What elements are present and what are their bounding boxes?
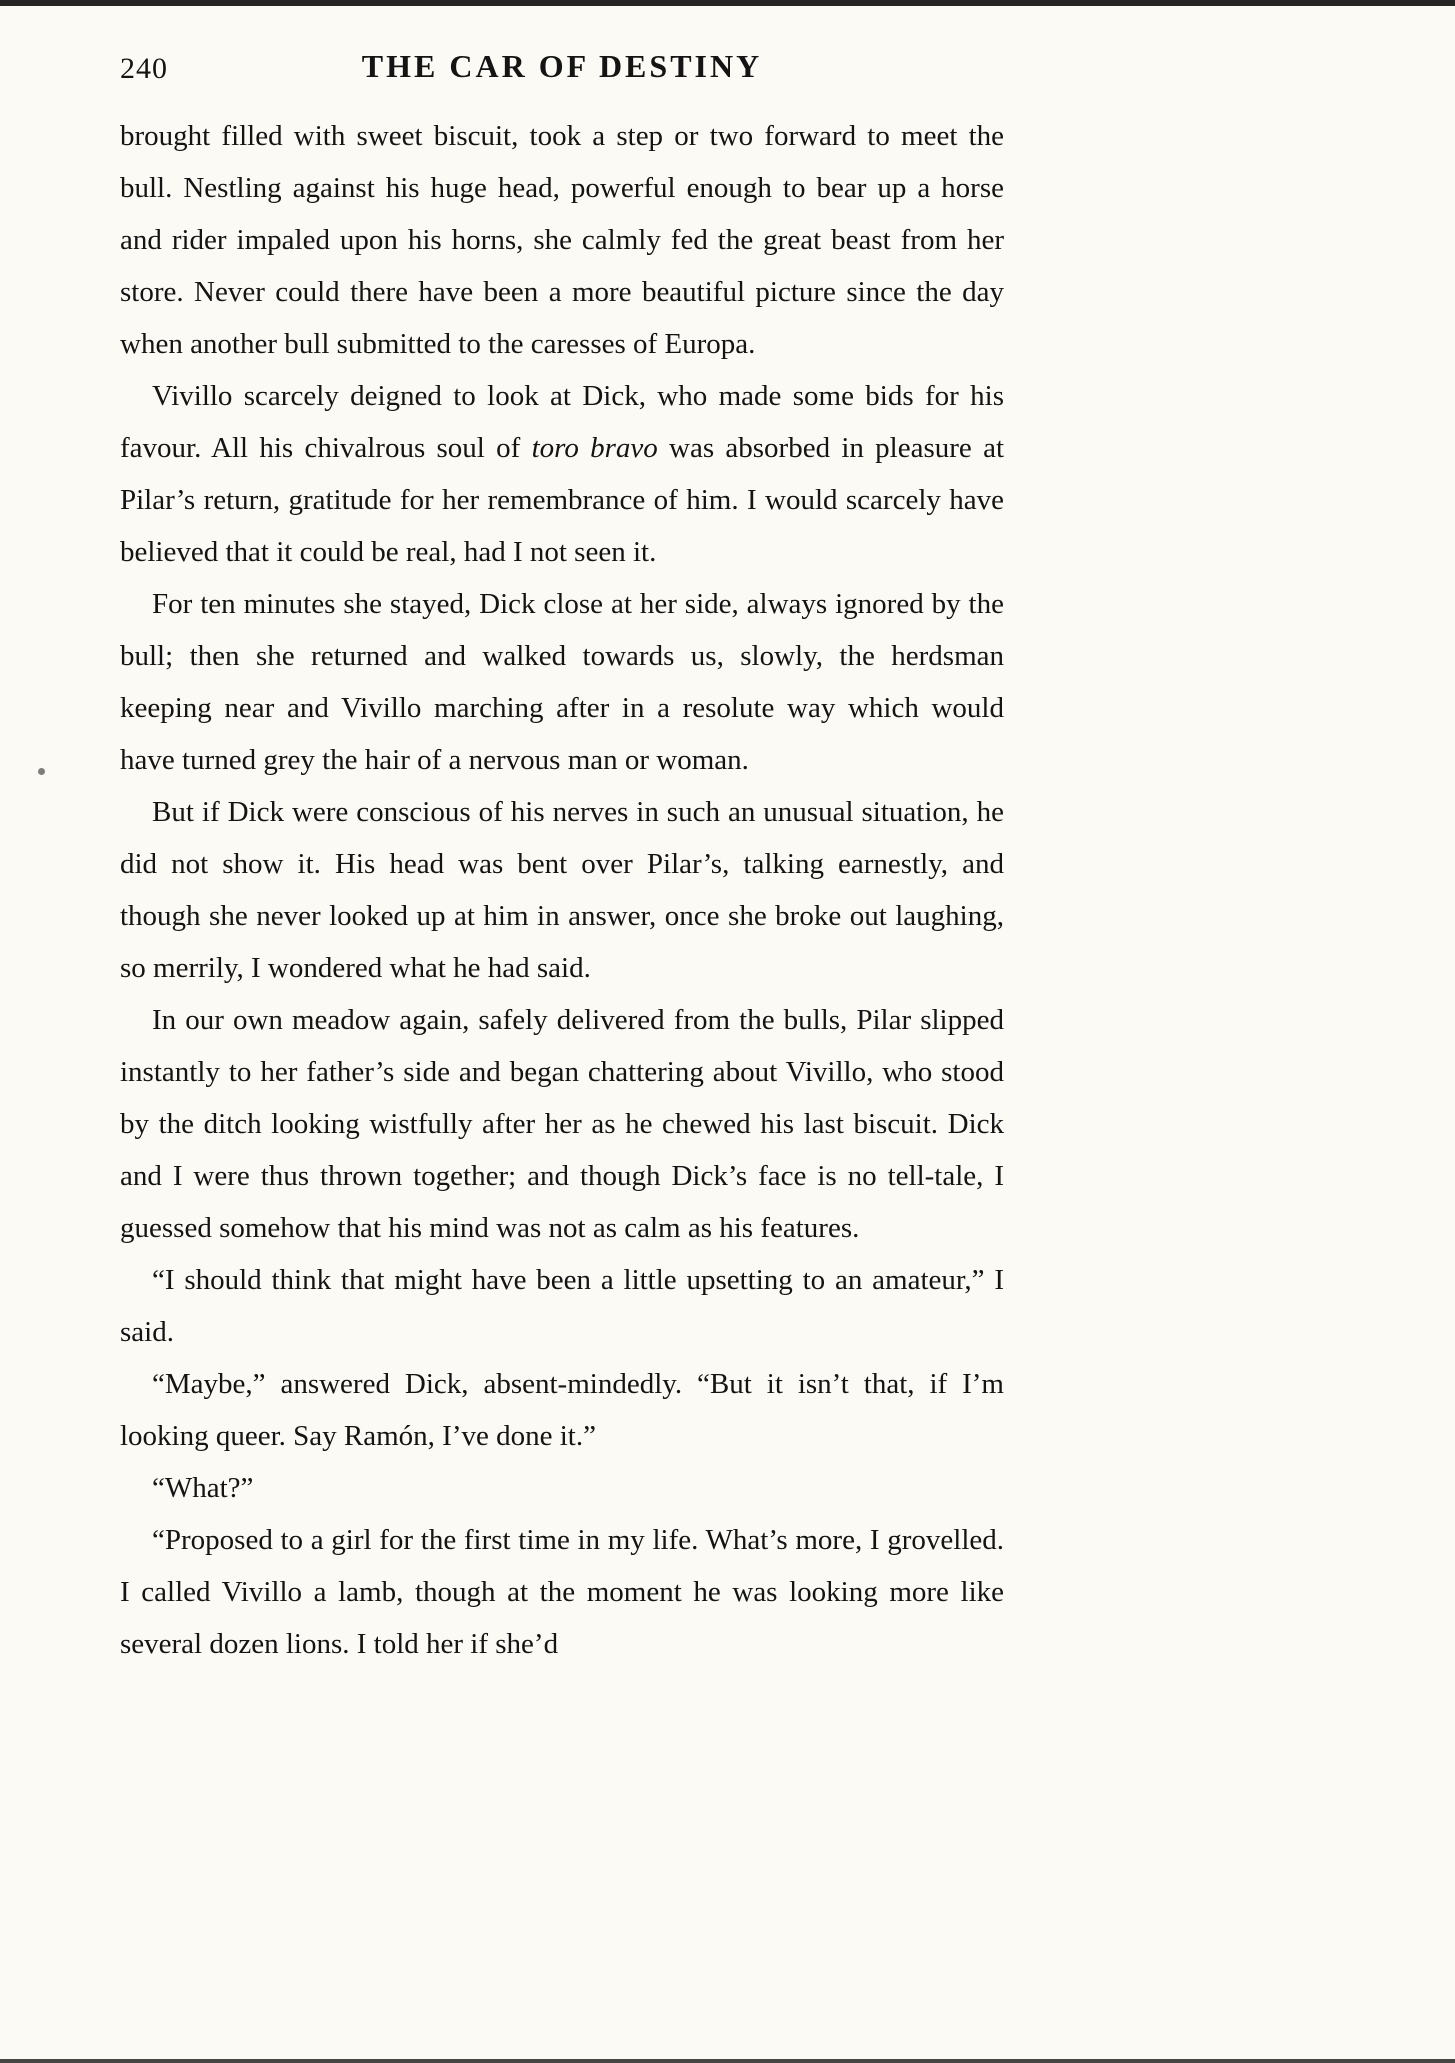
text-run: “Maybe,” answered Dick, absent-mindedly. “But it isn’t that, if I’m looking queer. Say Ramón, I’ve done it.” bbox=[120, 1368, 1004, 1452]
scan-edge-top bbox=[0, 0, 1455, 6]
text-run: But if Dick were conscious of his nerves in such an unusual situation, he did not show it. His head was bent over Pilar’s, talking earnestly, and though she never looked up at him in answer, once she broke out laughing, so merrily, I wondered what he had said. bbox=[120, 796, 1004, 984]
paragraph bbox=[120, 370, 1004, 578]
paragraph bbox=[120, 1514, 1004, 1670]
paragraph bbox=[120, 1462, 1004, 1514]
page-body bbox=[120, 110, 1004, 1670]
text-run: brought filled with sweet biscuit, took a step or two forward to meet the bull. Nestling against his huge head, powerful enough to bear up a horse and rider impaled upon his horns, she calmly fed the great beast from her store. Never could there have been a more beautiful picture since the day when another bull submitted to the caresses of Europa. bbox=[120, 120, 1004, 360]
paragraph bbox=[120, 1254, 1004, 1358]
scan-edge-bottom bbox=[0, 2059, 1455, 2063]
paragraph bbox=[120, 110, 1004, 370]
paragraph bbox=[120, 1358, 1004, 1462]
text-run: was absorbed in pleasure at Pilar’s return, gratitude for her remembrance of him. I would scarcely have believed that it could be real, had I not seen it. bbox=[120, 432, 1004, 568]
paragraph bbox=[120, 994, 1004, 1254]
paragraph bbox=[120, 578, 1004, 786]
text-run: “I should think that might have been a little upsetting to an amateur,” I said. bbox=[120, 1264, 1004, 1348]
page-content bbox=[120, 44, 1004, 1670]
text-run: Vivillo scarcely deigned to look at Dick, who made some bids for his favour. All his chivalrous soul of bbox=[120, 380, 1004, 464]
running-title: THE CAR OF DESTINY bbox=[361, 48, 763, 84]
text-run: “Proposed to a girl for the first time in my life. What’s more, I grovelled. I called Vivillo a lamb, though at the moment he was looking more like several dozen lions. I told her if she’d bbox=[120, 1524, 1004, 1660]
text-run: “What?” bbox=[152, 1472, 254, 1504]
text-run: In our own meadow again, safely delivered from the bulls, Pilar slipped instantly to her father’s side and began chattering about Vivillo, who stood by the ditch looking wistfully after her as he chewed his last biscuit. Dick and I were thus thrown together; and though Dick’s face is no tell-tale, I guessed somehow that his mind was not as calm as his features. bbox=[120, 1004, 1004, 1244]
page-number: 240 bbox=[120, 52, 168, 85]
scan-speck bbox=[38, 768, 45, 775]
italic-text-run: toro bravo bbox=[531, 432, 658, 464]
text-run: For ten minutes she stayed, Dick close at her side, always ignored by the bull; then she returned and walked towards us, slowly, the herdsman keeping near and Vivillo marching after in a resolute way which would have turned grey the hair of a nervous man or woman. bbox=[120, 588, 1004, 776]
page-header bbox=[120, 44, 1004, 100]
paragraph bbox=[120, 786, 1004, 994]
